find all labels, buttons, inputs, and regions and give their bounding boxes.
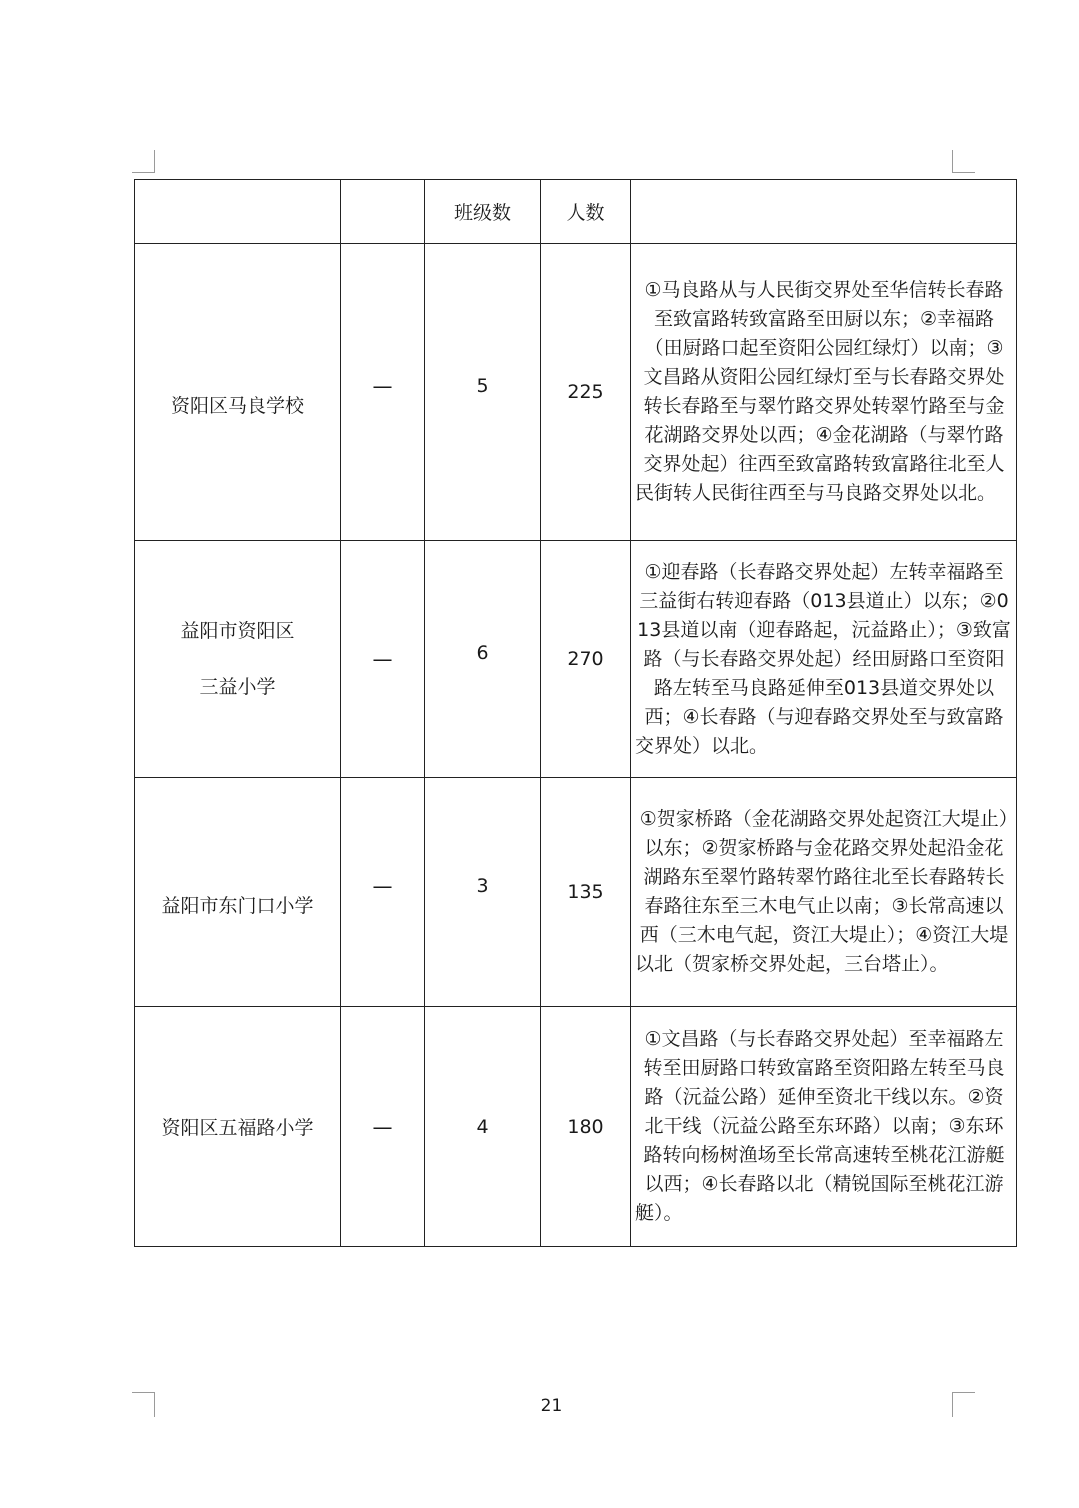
classes-cell — [425, 1007, 541, 1247]
page-number: 21 — [540, 1396, 563, 1416]
header-students-cell — [541, 180, 631, 244]
students-cell — [541, 1007, 631, 1247]
students-value: 135 — [567, 881, 604, 903]
school-name-line-2: 三益小学 — [199, 676, 276, 698]
header-students-label: 人数 — [566, 202, 605, 224]
classes-cell — [425, 541, 541, 778]
grade-cell — [341, 541, 425, 778]
table-row — [135, 1007, 1017, 1247]
crop-mark-top-left — [132, 150, 155, 173]
header-grade-cell — [341, 180, 425, 244]
grade-value: — — [372, 874, 393, 898]
grade-value: — — [372, 647, 393, 671]
table-row — [135, 541, 1017, 778]
students-value: 180 — [567, 1115, 604, 1138]
school-name-line-1: 益阳市资阳区 — [180, 620, 295, 642]
area-description: ①迎春路（长春路交界处起）左转幸福路至三益街右转迎春路（013县道止）以东；②013县道以南（迎春路起，沅益路止）；③致富路（与长春路交界处起）经田厨路口至资阳路左转至马良路延伸至013县道交界处以西；④长春路（与迎春路交界处至与致富路交界处）以北。 — [635, 560, 1011, 757]
school-name: 资阳区马良学校 — [170, 394, 304, 417]
table-row — [135, 244, 1017, 541]
header-school-cell — [135, 180, 341, 244]
table-header-row — [135, 180, 1017, 244]
grade-value: — — [372, 374, 393, 398]
header-classes-cell — [425, 180, 541, 244]
classes-value: 4 — [476, 1115, 489, 1138]
crop-mark-top-right — [952, 150, 975, 173]
students-cell — [541, 541, 631, 778]
area-description-cell — [631, 541, 1017, 778]
area-description: ①文昌路（与长春路交界处起）至幸福路左转至田厨路口转致富路至资阳路左转至马良路（沅益公路）延伸至资北干线以东。②资北干线（沅益公路至东环路）以南；③东环路转向杨树渔场至长常高速转至桃花江游艇以西；④长春路以北（精锐国际至桃花江游艇）。 — [635, 1028, 1005, 1224]
grade-cell — [341, 244, 425, 541]
school-name: 资阳区五福路小学 — [161, 1117, 314, 1139]
students-cell — [541, 778, 631, 1007]
grade-cell — [341, 778, 425, 1007]
header-area-cell — [631, 180, 1017, 244]
classes-value: 5 — [476, 375, 489, 397]
classes-cell — [425, 778, 541, 1007]
area-description-cell — [631, 1007, 1017, 1247]
area-description-cell — [631, 778, 1017, 1007]
school-name-cell — [135, 541, 341, 778]
classes-value: 3 — [476, 875, 489, 897]
students-cell — [541, 244, 631, 541]
students-value: 225 — [567, 381, 604, 403]
grade-cell — [341, 1007, 425, 1247]
header-classes-label: 班级数 — [453, 202, 511, 224]
classes-cell — [425, 244, 541, 541]
area-description-cell — [631, 244, 1017, 541]
school-allocation-table — [134, 179, 1017, 1247]
school-name-cell — [135, 244, 341, 541]
students-value: 270 — [567, 648, 604, 670]
area-description: ①马良路从与人民街交界处至华信转长春路至致富路转致富路至田厨以东；②幸福路（田厨路口起至资阳公园红绿灯）以南；③文昌路从资阳公园红绿灯至与长春路交界处转长春路至与翠竹路交界处转翠竹路至与金花湖路交界处以西；④金花湖路（与翠竹路交界处起）往西至致富路转致富路往北至人民街转人民街往西至与马良路交界处以北。 — [635, 279, 1005, 504]
school-name: 益阳市东门口小学 — [161, 894, 314, 917]
table-row — [135, 778, 1017, 1007]
area-description: ①贺家桥路（金花湖路交界处起资江大堤止）以东；②贺家桥路与金花路交界处起沿金花湖路东至翠竹路转翠竹路往北至长春路转长春路往东至三木电气止以南；③长常高速以西（三木电气起，资江大堤止）；④资江大堤以北（贺家桥交界处起，三台塔止）。 — [635, 808, 1009, 975]
school-name-cell — [135, 1007, 341, 1247]
school-name-cell — [135, 778, 341, 1007]
classes-value: 6 — [476, 642, 489, 664]
grade-value: — — [372, 1114, 393, 1139]
